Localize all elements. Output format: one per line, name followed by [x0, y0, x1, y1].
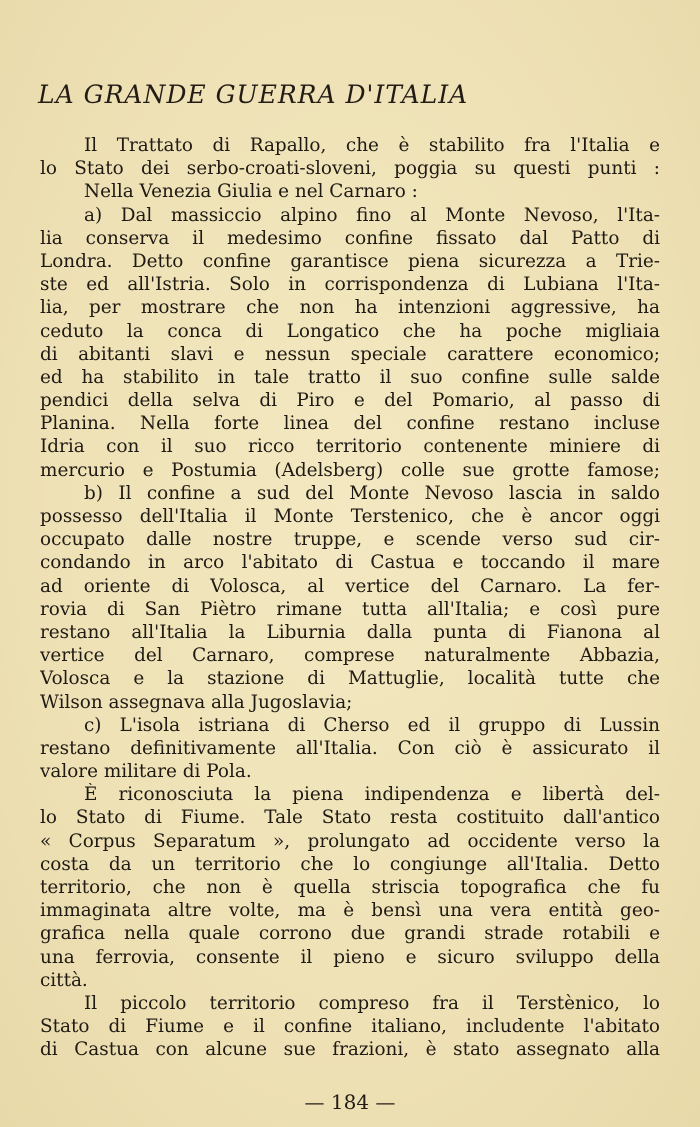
body-text	[40, 134, 660, 1062]
text-line: lo Stato dei serbo-croati-sloveni, poggia su questi punti :	[40, 158, 660, 180]
text-line: restano definitivamente all'Italia. Con ciò è assicurato il	[40, 737, 660, 759]
text-line: mercurio e Postumia (Adelsberg) colle sue grotte famose;	[40, 459, 660, 481]
text-line: c) L'isola istriana di Cherso ed il gruppo di Lussin	[84, 714, 660, 736]
text-line: una ferrovia, consente il pieno e sicuro sviluppo della	[40, 946, 660, 968]
text-line: Volosca e la stazione di Mattuglie, località tutte che	[40, 668, 660, 690]
text-line: È riconosciuta la piena indipendenza e libertà del-	[84, 784, 660, 806]
text-line: Idria con il suo ricco territorio contenente miniere di	[40, 436, 660, 458]
text-line: costa da un territorio che lo congiunge all'Italia. Detto	[40, 853, 660, 875]
running-head: LA GRANDE GUERRA D'ITALIA	[38, 80, 469, 109]
text-line: ceduto la conca di Longatico che ha poche migliaia	[40, 320, 660, 342]
text-line: Planina. Nella forte linea del confine restano incluse	[40, 413, 660, 435]
text-line: Wilson assegnava alla Jugoslavia;	[40, 691, 353, 713]
text-line: Nella Venezia Giulia e nel Carnaro :	[84, 181, 418, 203]
text-line: possesso dell'Italia il Monte Terstenico, che è ancor oggi	[40, 506, 660, 527]
text-line: territorio, che non è quella striscia topografica che fu	[40, 877, 660, 898]
text-line: ed ha stabilito in tale tratto il suo confine sulle salde	[40, 366, 660, 388]
text-line: b) Il confine a sud del Monte Nevoso lascia in saldo	[84, 482, 660, 504]
text-line: Il piccolo territorio compreso fra il Terstènico, lo	[84, 992, 660, 1014]
text-line: Stato di Fiume e il confine italiano, includente l'abitato	[40, 1016, 660, 1038]
text-line: Londra. Detto confine garantisce piena sicurezza a Trie-	[40, 250, 660, 272]
text-line: restano all'Italia la Liburnia dalla punta di Fianona al	[40, 621, 660, 643]
text-line: ste ed all'Istria. Solo in corrispondenza di Lubiana l'Ita-	[40, 274, 660, 296]
text-line: di abitanti slavi e nessun speciale carattere economico;	[40, 343, 660, 365]
text-line: lo Stato di Fiume. Tale Stato resta costituito dall'antico	[40, 807, 660, 829]
text-line: lia, per mostrare che non ha intenzioni aggressive, ha	[40, 297, 660, 319]
text-line: occupato dalle nostre truppe, e scende verso sud cir-	[40, 529, 660, 551]
text-line: vertice del Carnaro, comprese naturalmente Abbazia,	[40, 645, 660, 667]
text-line: a) Dal massiccio alpino fino al Monte Nevoso, l'Ita-	[84, 204, 660, 226]
text-line: lia conserva il medesimo confine fissato dal Patto di	[40, 227, 660, 249]
text-line: immaginata altre volte, ma è bensì una vera entità geo-	[40, 900, 660, 922]
text-line: valore militare di Pola.	[40, 761, 252, 783]
text-line: di Castua con alcune sue frazioni, è stato assegnato alla	[40, 1039, 660, 1061]
text-line: « Corpus Separatum », prolungato ad occidente verso la	[40, 830, 660, 852]
text-line: Il Trattato di Rapallo, che è stabilito fra l'Italia e	[84, 135, 660, 156]
text-line: pendici della selva di Piro e del Pomario, al passo di	[40, 390, 660, 412]
text-line: condando in arco l'abitato di Castua e toccando il mare	[40, 552, 660, 574]
text-line: ad oriente di Volosca, al vertice del Carnaro. La fer-	[40, 575, 660, 597]
page-number: — 184 —	[304, 1090, 396, 1114]
text-line: rovia di San Piètro rimane tutta all'Italia; e così pure	[40, 598, 660, 620]
text-line: grafica nella quale corrono due grandi strade rotabili e	[40, 923, 660, 945]
text-line: città.	[40, 969, 88, 991]
